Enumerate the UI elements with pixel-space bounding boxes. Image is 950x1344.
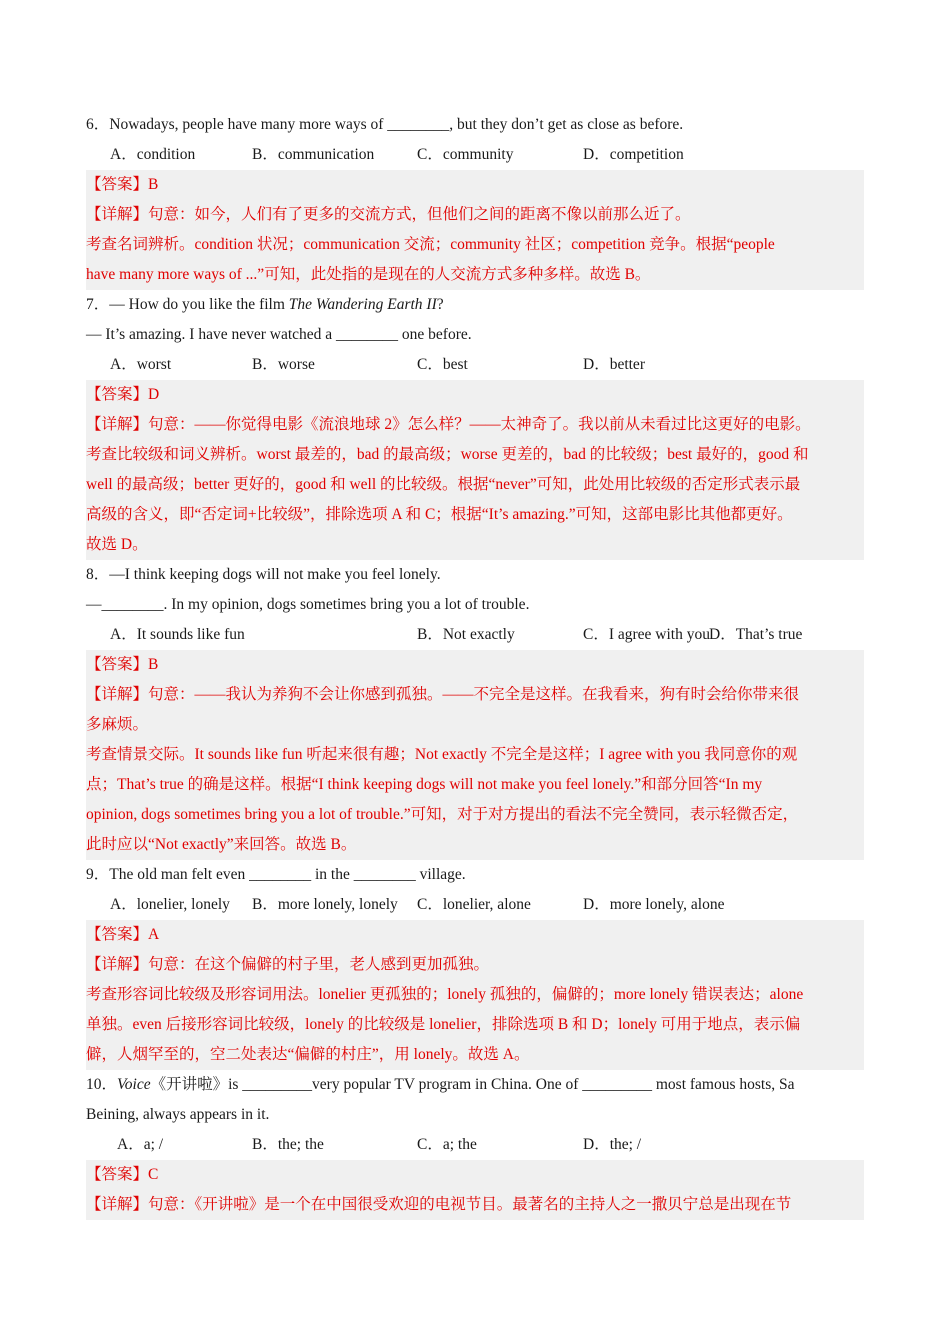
detail-text: 【详解】句意：如今，人们有了更多的交流方式，但他们之间的距离不像以前那么近了。 [86, 206, 691, 223]
detail-line: 【详解】句意：——我认为养狗不会让你感到孤独。——不完全是这样。在我看来，狗有时会给你带来很 [86, 686, 800, 703]
program-title: Voice [117, 1076, 151, 1093]
option-a: A．a; / [117, 1136, 164, 1153]
options-row [86, 620, 864, 650]
option-c: C．community [417, 146, 514, 163]
analysis-line: 高级的含义，即“否定词+比较级”，排除选项 A 和 C；根据“It’s amazing.”可知，这部电影比其他都更好。 [86, 506, 793, 523]
answer-label: 【答案】B [86, 176, 159, 193]
option-a: A．worst [110, 356, 172, 373]
question-stem: 9．The old man felt even ________ in the ________ village. [86, 866, 466, 883]
answer-block [86, 650, 864, 860]
question-6 [86, 110, 864, 290]
answer-block [86, 380, 864, 560]
answer-label: 【答案】A [86, 926, 160, 943]
detail-text: 【详解】句意：在这个偏僻的村子里，老人感到更加孤独。 [86, 956, 490, 973]
stem-prefix: 10． [86, 1076, 118, 1093]
analysis-line: 点；That’s true 的确是这样。根据“I think keeping dogs will not make you feel lonely.”和部分回答“In my [86, 776, 763, 793]
options-row [86, 1130, 864, 1160]
stem-suffix: 《开讲啦》is _________very popular TV program in China. One of _________ most famous hosts, Sa [150, 1076, 795, 1093]
question-stem-2: Beining, always appears in it. [86, 1106, 270, 1123]
option-c: C．a; the [417, 1136, 477, 1153]
option-d: D．the; / [583, 1136, 642, 1153]
stem-suffix: ? [436, 296, 444, 313]
question-8 [86, 560, 864, 860]
answer-block [86, 1160, 864, 1220]
question-stem-2: —________. In my opinion, dogs sometimes bring you a lot of trouble. [86, 596, 530, 613]
document-page [86, 110, 864, 1220]
question-stem [86, 1070, 864, 1100]
option-b: B．Not exactly [417, 626, 515, 643]
question-stem: 8．—I think keeping dogs will not make you feel lonely. [86, 566, 441, 583]
question-stem-2: — It’s amazing. I have never watched a ________ one before. [86, 326, 472, 343]
analysis-line: 故选 D。 [86, 536, 148, 553]
option-b: B．worse [252, 356, 315, 373]
analysis-line: have many more ways of ...”可知，此处指的是现在的人交流方式多种多样。故选 B。 [86, 266, 651, 283]
detail-line: 多麻烦。 [86, 716, 149, 733]
question-stem: 6．Nowadays, people have many more ways of ________, but they don’t get as close as before. [86, 116, 684, 133]
option-a: A．condition [110, 146, 196, 163]
question-9 [86, 860, 864, 1070]
detail-text: 【详解】句意：——你觉得电影《流浪地球 2》怎么样？——太神奇了。我以前从未看过比这更好的电影。 [86, 416, 811, 433]
option-d: D．competition [583, 146, 684, 163]
option-d: D．more lonely, alone [583, 896, 725, 913]
film-title: The Wandering Earth II [288, 296, 437, 313]
option-b: B．more lonely, lonely [252, 896, 398, 913]
question-10 [86, 1070, 864, 1220]
answer-label: 【答案】B [86, 656, 159, 673]
answer-block [86, 170, 864, 290]
analysis-line: 僻，人烟罕至的，空二处表达“偏僻的村庄”，用 lonely。故选 A。 [86, 1046, 530, 1063]
options-row [86, 350, 864, 380]
option-b: B．communication [252, 146, 375, 163]
answer-label: 【答案】C [86, 1166, 159, 1183]
option-c: C．lonelier, alone [417, 896, 531, 913]
analysis-line: 考查比较级和词义辨析。worst 最差的，bad 的最高级；worse 更差的，bad 的比较级；best 最好的，good 和 [86, 446, 809, 463]
analysis-line: 考查名词辨析。condition 状况；communication 交流；community 社区；competition 竞争。根据“people [86, 236, 775, 253]
analysis-line: 考查情景交际。It sounds like fun 听起来很有趣；Not exactly 不完全是这样；I agree with you 我同意你的观 [86, 746, 798, 763]
analysis-line: 考查形容词比较级及形容词用法。lonelier 更孤独的；lonely 孤独的，偏僻的；more lonely 错误表达；alone [86, 986, 804, 1003]
option-b: B．the; the [252, 1136, 324, 1153]
detail-text: 【详解】句意：《开讲啦》是一个在中国很受欢迎的电视节目。最著名的主持人之一撒贝宁总是出现在节 [86, 1196, 792, 1213]
option-d: D．That’s true [709, 626, 803, 643]
option-a: A．lonelier, lonely [110, 896, 230, 913]
analysis-line: opinion, dogs sometimes bring you a lot of trouble.”可知，对于对方提出的看法不完全赞同，表示轻微否定， [86, 806, 799, 823]
analysis-line: 单独。even 后接形容词比较级，lonely 的比较级是 lonelier，排除选项 B 和 D；lonely 可用于地点，表示偏 [86, 1016, 801, 1033]
stem-prefix: 7．— How do you like the film [86, 296, 289, 313]
question-stem [86, 290, 864, 320]
option-a: A．It sounds like fun [110, 626, 245, 643]
question-7 [86, 290, 864, 560]
option-c: C．I agree with you [583, 626, 710, 643]
answer-block [86, 920, 864, 1070]
analysis-line: 此时应以“Not exactly”来回答。故选 B。 [86, 836, 357, 853]
options-row [86, 890, 864, 920]
answer-label: 【答案】D [86, 386, 160, 403]
option-d: D．better [583, 356, 645, 373]
option-c: C．best [417, 356, 468, 373]
options-row [86, 140, 864, 170]
analysis-line: well 的最高级；better 更好的，good 和 well 的比较级。根据“never”可知，此处用比较级的否定形式表示最 [86, 476, 801, 493]
